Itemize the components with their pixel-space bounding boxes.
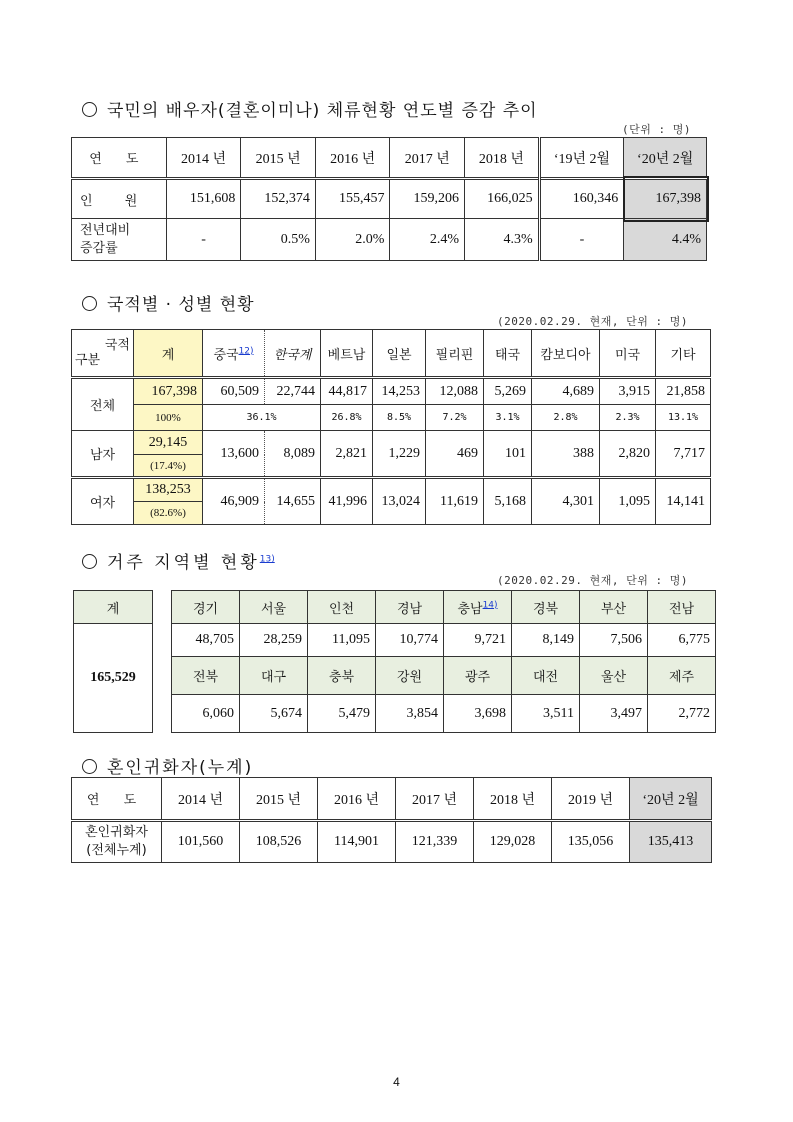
- table-cell: 13,600: [203, 431, 265, 478]
- section1-unit: (단위 : 명): [622, 123, 691, 136]
- header-2017: 2017 년: [396, 778, 474, 821]
- corner-cell: [72, 330, 134, 378]
- region-name: 제주: [648, 657, 716, 695]
- table-cell: 21,858: [656, 378, 711, 405]
- table-cell: 14,655: [265, 478, 321, 525]
- table-row-female: [72, 478, 711, 502]
- section3-title: 거주 지역별 현황: [107, 553, 260, 573]
- header-total: 계: [134, 330, 203, 378]
- footnote-link[interactable]: 13): [259, 554, 275, 565]
- table-cell: 5,168: [484, 478, 532, 525]
- table-cell: 121,339: [396, 821, 474, 863]
- header-2014: 2014 년: [162, 778, 240, 821]
- table-row-male: [72, 431, 711, 455]
- corner-top-label: 국적: [104, 338, 130, 353]
- table-cell: 3,698: [444, 695, 512, 733]
- header-china-label: 중국: [213, 347, 239, 363]
- region-name: 인천: [308, 591, 376, 624]
- table-cell: 6,775: [648, 624, 716, 657]
- table-cell: 28,259: [240, 624, 308, 657]
- circle-bullet-icon: [82, 296, 97, 311]
- table-cell: 101,560: [162, 821, 240, 863]
- table-cell: 5,479: [308, 695, 376, 733]
- table-cell: 2.8%: [532, 405, 600, 431]
- table-cell: 4.4%: [624, 219, 707, 261]
- header-year: 연 도: [72, 778, 162, 821]
- region-name: 광주: [444, 657, 512, 695]
- table-cell: 2,821: [321, 431, 373, 478]
- table-cell: 5,674: [240, 695, 308, 733]
- region-name: 대구: [240, 657, 308, 695]
- header-2017: 2017 년: [390, 138, 465, 179]
- table-cell: 3,511: [512, 695, 580, 733]
- region-name: 전북: [172, 657, 240, 695]
- header-2016: 2016 년: [315, 138, 390, 179]
- table-cell: (17.4%): [134, 455, 203, 478]
- region-total-value: 165,529: [74, 624, 153, 733]
- table-cell: 167,398: [134, 378, 203, 405]
- table-row: [72, 219, 707, 261]
- spouse-yearly-table: [71, 137, 707, 261]
- header-thailand: 태국: [484, 330, 532, 378]
- table-cell: 7,717: [656, 431, 711, 478]
- table-cell: 46,909: [203, 478, 265, 525]
- region-name: 대전: [512, 657, 580, 695]
- table-row-total: [72, 378, 711, 405]
- table-cell: 2.4%: [390, 219, 465, 261]
- table-cell: 10,774: [376, 624, 444, 657]
- table-row: [74, 624, 153, 733]
- header-region-total: 계: [74, 591, 153, 624]
- footnote-link[interactable]: 14): [482, 600, 498, 611]
- table-row: [72, 179, 707, 219]
- header-2015: 2015 년: [240, 778, 318, 821]
- section2-unit: (2020.02.29. 현재, 단위 : 명): [497, 315, 688, 328]
- table-cell: 29,145: [134, 431, 203, 455]
- table-cell: 155,457: [315, 179, 390, 219]
- table-cell: 44,817: [321, 378, 373, 405]
- region-name-label: 충남: [457, 601, 483, 617]
- header-2015: 2015 년: [241, 138, 316, 179]
- table-cell: 4,689: [532, 378, 600, 405]
- table-cell: 151,608: [166, 179, 241, 219]
- table-header-row: [72, 138, 707, 179]
- table-cell: 11,095: [308, 624, 376, 657]
- table-cell: 13,024: [373, 478, 426, 525]
- table-cell: 1,095: [600, 478, 656, 525]
- table-cell: 3.1%: [484, 405, 532, 431]
- table-cell: 135,056: [552, 821, 630, 863]
- table-cell: 166,025: [465, 179, 540, 219]
- table-cell: 388: [532, 431, 600, 478]
- header-korean-chinese: 한국계: [265, 330, 321, 378]
- header-usa: 미국: [600, 330, 656, 378]
- header-2019: 2019 년: [552, 778, 630, 821]
- header-2018: 2018 년: [465, 138, 540, 179]
- table-cell: 7,506: [580, 624, 648, 657]
- table-cell: 4,301: [532, 478, 600, 525]
- table-cell: 114,901: [318, 821, 396, 863]
- region-value-row-1: [172, 624, 716, 657]
- section1-title: 국민의 배우자(결혼이미나) 체류현황 연도별 증감 추이: [107, 101, 538, 121]
- region-name: 전남: [648, 591, 716, 624]
- table-cell: 2.0%: [315, 219, 390, 261]
- region-value-row-2: [172, 695, 716, 733]
- table-row: [72, 821, 712, 863]
- circle-bullet-icon: [82, 554, 97, 569]
- table-header-row: [72, 330, 711, 378]
- table-cell: 129,028: [474, 821, 552, 863]
- row-label-line-1: 혼인귀화자: [85, 825, 148, 840]
- table-cell: 36.1%: [203, 405, 321, 431]
- header-20-feb: ‘20년 2월: [630, 778, 712, 821]
- table-cell: 14,253: [373, 378, 426, 405]
- region-name: 부산: [580, 591, 648, 624]
- table-cell: -: [166, 219, 241, 261]
- region-name: 강원: [376, 657, 444, 695]
- section4-title: 혼인귀화자(누계): [107, 758, 254, 778]
- table-cell: 1,229: [373, 431, 426, 478]
- table-cell: 9,721: [444, 624, 512, 657]
- region-name: 경남: [376, 591, 444, 624]
- region-name-row-2: [172, 657, 716, 695]
- circle-bullet-icon: [82, 759, 97, 774]
- table-cell: 152,374: [241, 179, 316, 219]
- header-2018: 2018 년: [474, 778, 552, 821]
- table-cell: 108,526: [240, 821, 318, 863]
- table-cell: 135,413: [630, 821, 712, 863]
- page-number: 4: [393, 1075, 400, 1089]
- row-label-line-2: (전체누계): [86, 843, 147, 858]
- region-name: 경기: [172, 591, 240, 624]
- table-cell: 11,619: [426, 478, 484, 525]
- table-cell: 6,060: [172, 695, 240, 733]
- section2-title: 국적별 · 성별 현황: [107, 295, 255, 315]
- region-name-row-1: [172, 591, 716, 624]
- header-china: [203, 330, 265, 378]
- table-cell: 100%: [134, 405, 203, 431]
- region-name: 서울: [240, 591, 308, 624]
- region-name: 울산: [580, 657, 648, 695]
- region-table: [171, 590, 716, 733]
- row-label-female: 여자: [72, 478, 134, 525]
- table-cell: 2,772: [648, 695, 716, 733]
- circle-bullet-icon: [82, 102, 97, 117]
- section4-heading: [82, 753, 253, 778]
- region-name: 충북: [308, 657, 376, 695]
- section1-heading: [82, 96, 538, 121]
- table-cell: 48,705: [172, 624, 240, 657]
- table-cell: 41,996: [321, 478, 373, 525]
- table-cell: 159,206: [390, 179, 465, 219]
- header-year: 연 도: [72, 138, 167, 179]
- table-cell: (82.6%): [134, 502, 203, 525]
- header-japan: 일본: [373, 330, 426, 378]
- header-philippines: 필리핀: [426, 330, 484, 378]
- table-cell: 60,509: [203, 378, 265, 405]
- table-cell: 14,141: [656, 478, 711, 525]
- header-20-feb: ‘20년 2월: [624, 138, 707, 179]
- table-cell: 22,744: [265, 378, 321, 405]
- section3-heading: [82, 548, 275, 573]
- table-cell: 3,497: [580, 695, 648, 733]
- table-cell: 3,915: [600, 378, 656, 405]
- section3-unit: (2020.02.29. 현재, 단위 : 명): [497, 574, 688, 587]
- table-cell: 12,088: [426, 378, 484, 405]
- table-cell: -: [539, 219, 624, 261]
- region-name: 경북: [512, 591, 580, 624]
- table-cell: 160,346: [539, 179, 624, 219]
- naturalization-table: [71, 777, 712, 863]
- table-cell: 469: [426, 431, 484, 478]
- table-row-total-pct: [72, 405, 711, 431]
- header-other: 기타: [656, 330, 711, 378]
- header-2016: 2016 년: [318, 778, 396, 821]
- table-cell: 101: [484, 431, 532, 478]
- row-label-change-rate: 전년대비 증감률: [72, 219, 167, 261]
- region-name-chungnam: [444, 591, 512, 624]
- nationality-gender-table: [71, 329, 711, 525]
- corner-bottom-label: 구분: [75, 353, 101, 368]
- table-header-row: [72, 778, 712, 821]
- table-cell: 138,253: [134, 478, 203, 502]
- table-cell: 5,269: [484, 378, 532, 405]
- footnote-link[interactable]: 12): [238, 346, 254, 357]
- header-cambodia: 캄보디아: [532, 330, 600, 378]
- table-cell: 7.2%: [426, 405, 484, 431]
- row-label-male: 남자: [72, 431, 134, 478]
- table-cell: 8,089: [265, 431, 321, 478]
- table-cell: 0.5%: [241, 219, 316, 261]
- header-vietnam: 베트남: [321, 330, 373, 378]
- table-header-row: [74, 591, 153, 624]
- table-cell: 8.5%: [373, 405, 426, 431]
- table-cell: 4.3%: [465, 219, 540, 261]
- row-label-total: 전체: [72, 378, 134, 431]
- row-label-naturalized: [72, 821, 162, 863]
- table-cell: 13.1%: [656, 405, 711, 431]
- row-label-people: 인 원: [72, 179, 167, 219]
- region-total-table: [73, 590, 153, 733]
- header-19-feb: ‘19년 2월: [539, 138, 624, 179]
- table-cell: 2.3%: [600, 405, 656, 431]
- table-cell: 26.8%: [321, 405, 373, 431]
- table-cell: 2,820: [600, 431, 656, 478]
- table-cell: 3,854: [376, 695, 444, 733]
- table-cell: 167,398: [624, 179, 707, 219]
- header-2014: 2014 년: [166, 138, 241, 179]
- section2-heading: [82, 290, 255, 315]
- table-cell: 8,149: [512, 624, 580, 657]
